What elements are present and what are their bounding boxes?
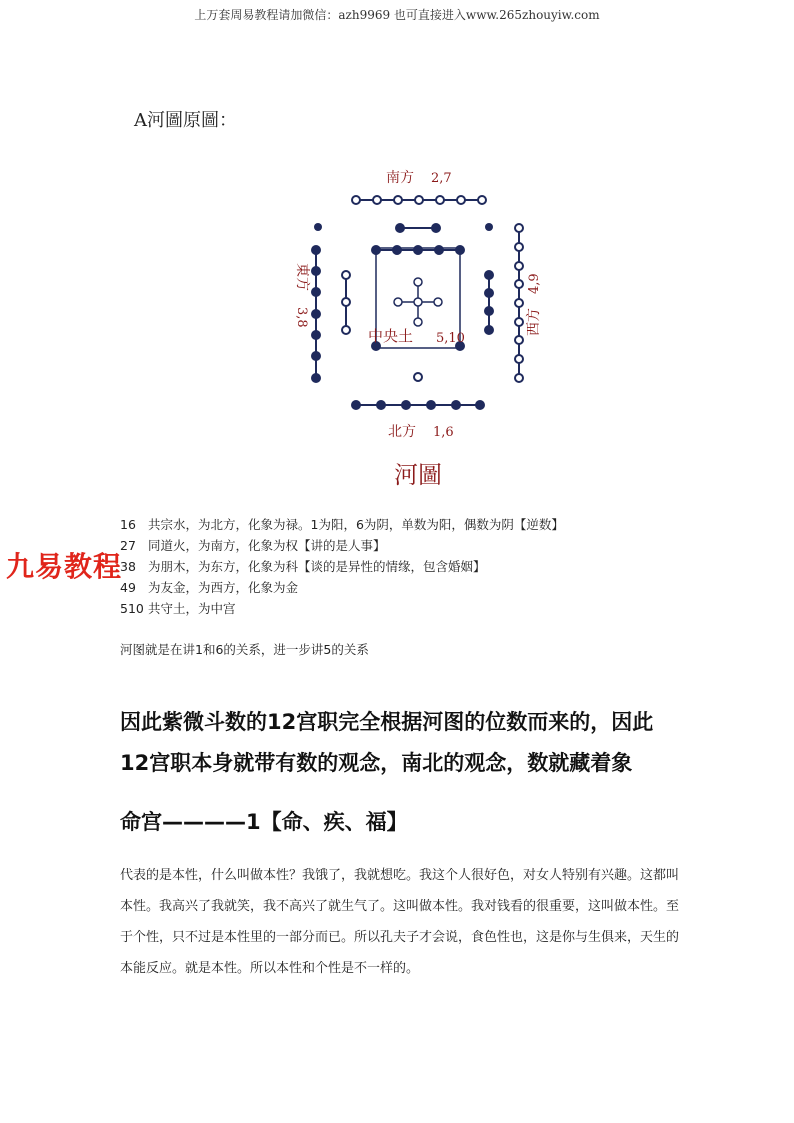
west-label: 西方 xyxy=(526,308,542,336)
east-col-white xyxy=(342,271,350,334)
diagram-caption: 河圖 xyxy=(394,461,442,489)
note-line-49 xyxy=(120,578,298,596)
hetu-diagram xyxy=(276,160,566,500)
west-nums: 4,9 xyxy=(527,273,542,294)
heading-line-1: 因此紫微斗数的12宫职完全根据河图的位数而来的，因此 xyxy=(120,710,654,734)
hetu-note: 河图就是在讲1和6的关系，进一步讲5的关系 xyxy=(120,642,369,657)
east-col-black xyxy=(312,246,320,382)
center-nums: 5,10 xyxy=(436,331,465,346)
east-label: 東方 xyxy=(294,263,310,291)
east-nums: 3,8 xyxy=(294,307,309,328)
north-label: 北方 xyxy=(388,424,416,440)
south-label: 南方 xyxy=(386,170,414,186)
heading-ming-gong: 命宫————1【命、疾、福】 xyxy=(120,810,408,834)
note-text: 同道火，为南方，化象为权【讲的是人事】 xyxy=(148,538,386,553)
note-num: 16 xyxy=(120,517,136,532)
note-text: 共宗水，为北方，化象为禄。1为阳，6为阴，单数为阳，偶数为阴【逆数】 xyxy=(148,517,564,532)
hetu-svg xyxy=(276,160,566,500)
note-num: 49 xyxy=(120,580,136,595)
note-text: 为朋木，为东方，化象为科【谈的是异性的情缘，包含婚姻】 xyxy=(148,559,486,574)
dot xyxy=(414,373,422,381)
note-line-27 xyxy=(120,536,386,554)
north-nums: 1,6 xyxy=(433,425,454,440)
west-col-white xyxy=(515,224,523,382)
body-paragraph: 代表的是本性，什么叫做本性？我饿了，我就想吃。我这个人很好色，对女人特别有兴趣。这都叫本性。我高兴了我就笑，我不高兴了就生气了。这叫做本性。我对钱看的很重要，这叫做本性。至于个性，只不过是本性里的一部分而已。所以孔夫子才会说，食色性也，这是你与生俱来，天生的本能反应。就是本性。所以本性和个性是不一样的。 xyxy=(120,868,680,976)
note-line-38 xyxy=(120,557,486,575)
south-row-black xyxy=(396,224,440,232)
note-line-510 xyxy=(120,599,236,617)
section-a-title: A河圖原圖： xyxy=(134,110,237,131)
note-num: 510 xyxy=(120,601,144,616)
west-col-black xyxy=(485,271,493,334)
center-cross xyxy=(394,278,442,326)
dot xyxy=(485,223,493,231)
south-nums: 2,7 xyxy=(431,171,452,186)
dot xyxy=(314,223,322,231)
watermark-logo: 九易教程 xyxy=(6,550,123,583)
note-text: 为友金，为西方，化象为金 xyxy=(148,580,299,595)
note-line-16 xyxy=(120,515,564,533)
north-row-black xyxy=(352,401,484,409)
note-num: 38 xyxy=(120,559,136,574)
note-num: 27 xyxy=(120,538,136,553)
south-row-white xyxy=(352,196,486,204)
center-label: 中央土 xyxy=(368,327,414,345)
note-text: 共守土，为中宫 xyxy=(148,601,236,616)
page-header: 上万套周易教程请加微信：azh9969 也可直接进入www.265zhouyiw.com xyxy=(194,8,600,22)
heading-line-2: 12宫职本身就带有数的观念，南北的观念，数就藏着象 xyxy=(120,751,633,775)
